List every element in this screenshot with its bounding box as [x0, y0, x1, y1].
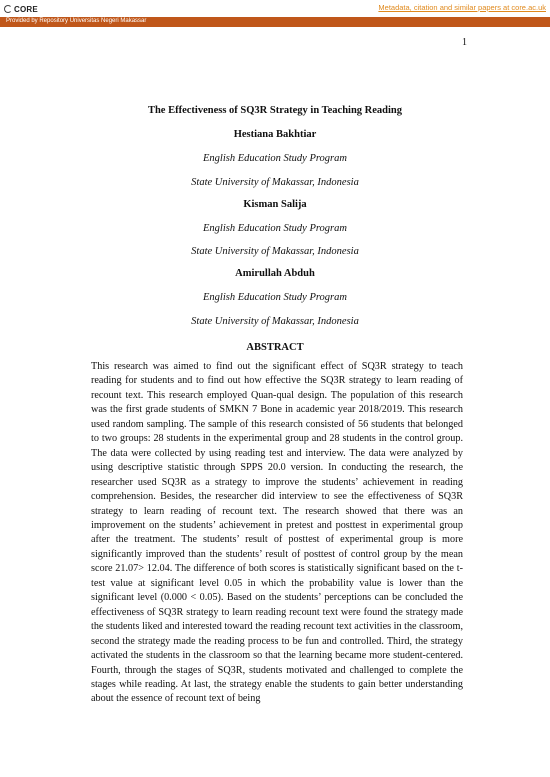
author-program-2: English Education Study Program — [203, 223, 347, 234]
author-university-3: State University of Makassar, Indonesia — [191, 316, 359, 327]
author-name-2: Kisman Salija — [243, 199, 307, 210]
author-name-1: Hestiana Bakhtiar — [233, 129, 317, 140]
page-number: 1 — [462, 37, 467, 48]
author-university-2: State University of Makassar, Indonesia — [191, 246, 359, 257]
core-logo-icon — [4, 5, 12, 13]
abstract-heading: ABSTRACT — [246, 342, 304, 353]
core-logo[interactable] — [4, 3, 38, 15]
metadata-link[interactable]: Metadata, citation and similar papers at core.ac.uk — [378, 3, 546, 12]
author-program-3: English Education Study Program — [203, 292, 347, 303]
paper-title: The Effectiveness of SQ3R Strategy in Teaching Reading — [147, 105, 403, 116]
provider-bar — [0, 17, 550, 27]
provider-text[interactable]: Provided by Repository Universitas Negeri Makassar — [6, 18, 147, 24]
core-logo-text: CORE — [14, 4, 38, 14]
abstract-text: This research was aimed to find out the significant effect of SQ3R strategy to teach reading for students and to find out how effective the SQ3R strategy to learn reading of recount text. This research employed Quan-qual design. The population of this research was the first grade students of SMKN 7 Bone in academic year 2018/2019. This research used random sampling. The sample of this research consisted of 56 students that belonged to two groups: 28 students in the experimental group and 28 students in the control group. The data were collected by using reading test and interview. The data were analyzed by using descriptive statistic through SPPS 20.0 version. In conducting the research, the researcher used SQ3R as a strategy to improve the students’ achievement in reading comprehension. Besides, the researcher did interview to see the effectiveness of SQ3R strategy to learn reading of recount text. The research showed that there was an improvement on the students’ achievement in pretest and posttest in experimental group after the treatment. The students’ result of posttest of experimental group is more significantly improved than the students’ result of posttest of control group by the mean score 21.07> 12.04. The difference of both scores is statistically significant based on the t-test value at significant level 0.05 in which the probability value is lower than the significant level (0.000 < 0.05). Based on the students’ perceptions can be concluded the effectiveness of SQ3R strategy to learn reading recount text were found the strategy made the students liked and interested toward the reading recount text activities in the classroom, second the strategy made the reading process to be fun and controlled. Third, the strategy activated the students in the classroom so that the learning became more student-centered. Fourth, through the stages of SQ3R, students motivated and challenged to complete the stages while reading. At last, the strategy enable the students to gain better understanding about the essence of recount text of being — [91, 361, 463, 705]
author-program-1: English Education Study Program — [203, 153, 347, 164]
author-name-3: Amirullah Abduh — [235, 268, 315, 279]
author-university-1: State University of Makassar, Indonesia — [191, 177, 359, 188]
core-header-bar — [0, 0, 550, 17]
